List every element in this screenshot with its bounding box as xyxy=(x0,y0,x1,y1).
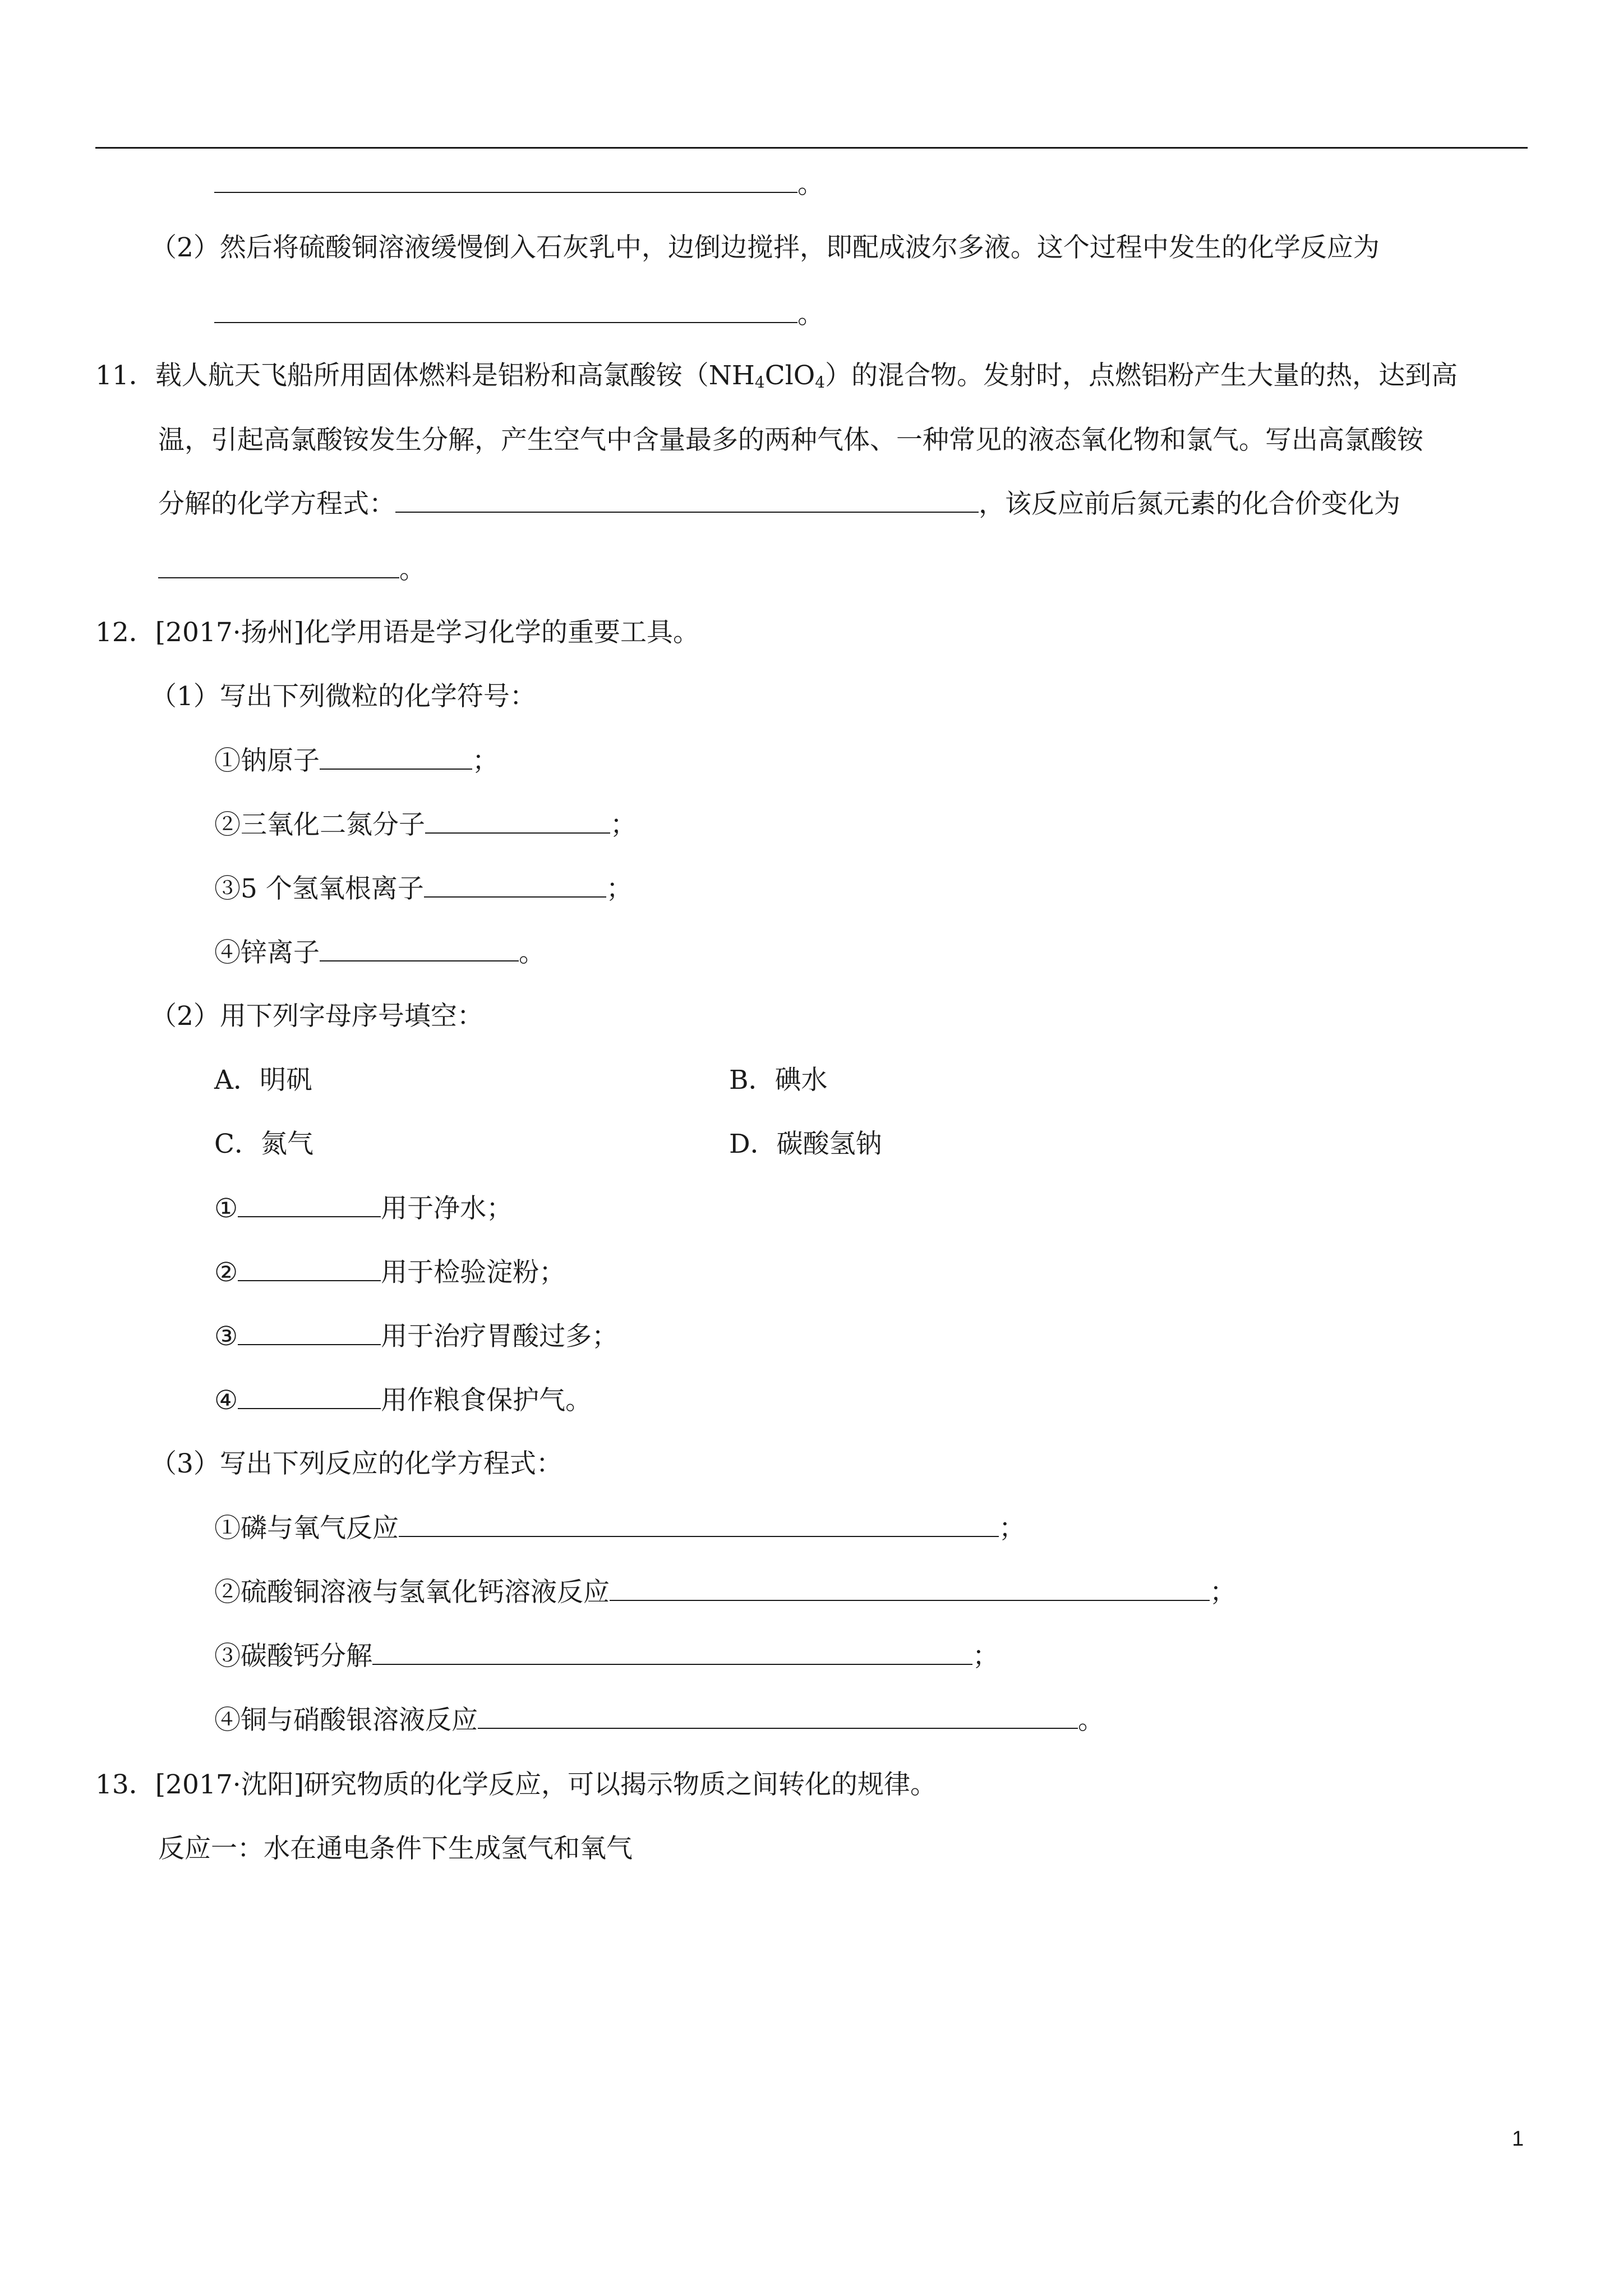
q11-line-2: 温，引起高氯酸铵发生分解，产生空气中含量最多的两种气体、一种常见的液态氧化物和氯气。写出高氯酸铵 xyxy=(158,425,1423,455)
answer-blank[interactable] xyxy=(238,1383,381,1409)
q13-title: 13．[2017·沈阳]研究物质的化学反应，可以揭示物质之间转化的规律。 xyxy=(95,1769,937,1800)
q10-part2-text: （2）然后将硫酸铜溶液缓慢倒入石灰乳中，边倒边搅拌，即配成波尔多液。这个过程中发生的化学反应为 xyxy=(150,232,1380,263)
q12-fill-1: ① 用于净水； xyxy=(214,1191,513,1225)
q12-part3: （3）写出下列反应的化学方程式： xyxy=(150,1448,562,1479)
answer-blank[interactable] xyxy=(424,872,606,898)
q10-answer-line-1: 。 xyxy=(214,167,824,201)
q12-symbol-2: ②三氧化二氮分子 ； xyxy=(214,808,637,841)
q12-title: 12．[2017·扬州]化学用语是学习化学的重要工具。 xyxy=(95,617,700,648)
answer-blank[interactable] xyxy=(395,487,979,513)
answer-blank[interactable] xyxy=(238,1255,381,1281)
q12-reaction-3: ③碳酸钙分解 ； xyxy=(214,1639,999,1673)
answer-blank[interactable] xyxy=(214,297,797,323)
q12-reaction-2: ②硫酸铜溶液与氢氧化钙溶液反应 ； xyxy=(214,1575,1236,1609)
q12-reaction-4: ④铜与硝酸银溶液反应 。 xyxy=(214,1703,1104,1737)
q11-line-4: 。 xyxy=(158,553,426,586)
answer-blank[interactable] xyxy=(399,1511,999,1537)
answer-blank[interactable] xyxy=(320,936,519,961)
q12-part1: （1）写出下列微粒的化学符号： xyxy=(150,681,536,712)
q12-fill-3: ③ 用于治疗胃酸过多； xyxy=(214,1319,618,1353)
page-number: 1 xyxy=(1512,2127,1524,2151)
q12-symbol-3: ③5 个氢氧根离子 ； xyxy=(214,872,633,905)
answer-blank[interactable] xyxy=(238,1319,381,1345)
answer-blank[interactable] xyxy=(478,1703,1078,1729)
q12-part2: （2）用下列字母序号填空： xyxy=(150,1001,483,1032)
q12-symbol-4: ④锌离子 。 xyxy=(214,936,545,969)
option-d: D．碳酸氢钠 xyxy=(729,1129,882,1159)
option-c: C．氮气 xyxy=(214,1129,313,1159)
q12-symbol-1: ①钠原子 ； xyxy=(214,744,499,777)
q12-fill-2: ② 用于检验淀粉； xyxy=(214,1255,565,1289)
q10-answer-line-2: 。 xyxy=(214,297,824,331)
option-b: B．碘水 xyxy=(729,1065,828,1096)
option-a: A．明矾 xyxy=(214,1065,312,1096)
answer-blank[interactable] xyxy=(214,167,797,193)
q11-line-3: 分解的化学方程式： ，该反应前后氮元素的化合价变化为 xyxy=(158,487,1400,521)
q12-reaction-1: ①磷与氧气反应 ； xyxy=(214,1511,1025,1545)
q13-reaction-1: 反应一：水在通电条件下生成氢气和氧气 xyxy=(158,1833,633,1864)
answer-blank[interactable] xyxy=(610,1575,1210,1601)
header-rule xyxy=(95,147,1528,149)
answer-blank[interactable] xyxy=(425,808,610,834)
q12-fill-4: ④ 用作粮食保护气。 xyxy=(214,1383,592,1417)
answer-blank[interactable] xyxy=(320,744,472,770)
answer-blank[interactable] xyxy=(158,553,399,578)
answer-blank[interactable] xyxy=(372,1639,972,1665)
q11-line-1: 11．载人航天飞船所用固体燃料是铝粉和高氯酸铵$(NH_4ClO_4)$的混合物。发射时，点燃铝粉产生大量的热，达到高 xyxy=(95,360,1458,392)
answer-blank[interactable] xyxy=(238,1191,381,1217)
